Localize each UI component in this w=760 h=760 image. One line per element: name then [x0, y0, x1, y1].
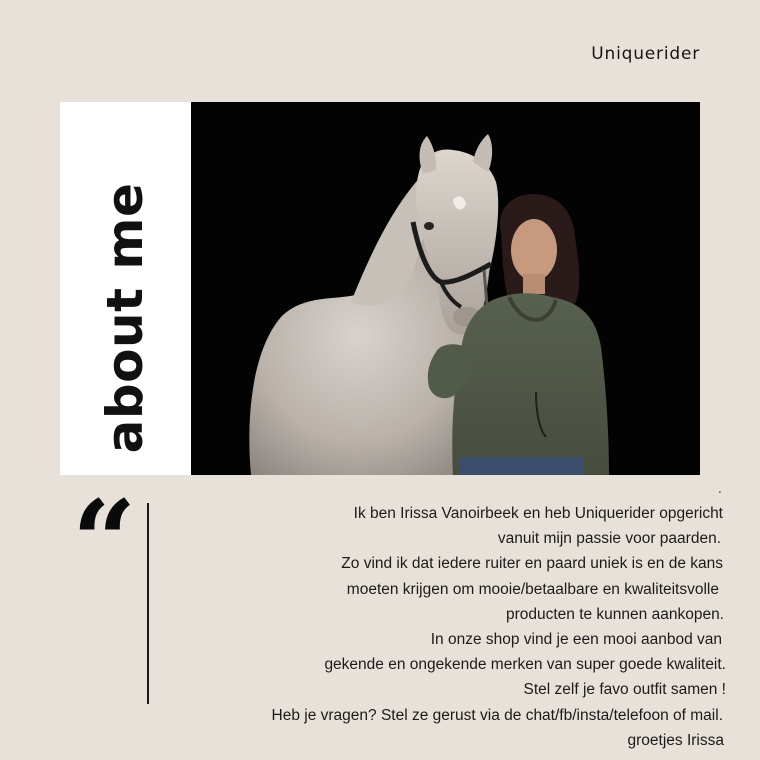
horse-ear-left [420, 136, 437, 174]
about-line: vanuit mijn passie voor paarden. [497, 530, 721, 548]
about-line: In onze shop vind je een mooi aanbod van [430, 631, 722, 649]
about-line: Zo vind ik dat iedere ruiter en paard uniek is en de kans [341, 555, 723, 573]
quote-mark: “ [72, 477, 137, 608]
about-line: producten te kunnen aankopen. [505, 605, 724, 623]
divider-line [147, 503, 149, 704]
horse-and-woman-illustration [191, 102, 700, 475]
portrait-photo [191, 102, 700, 475]
woman-face [511, 219, 557, 281]
about-line: Heb je vragen? Stel ze gerust via de chat/fb/insta/telefoon of mail. [271, 706, 723, 724]
section-title: about me [96, 182, 154, 454]
about-line: Stel zelf je favo outfit samen ! [523, 681, 726, 699]
about-line: moeten krijgen om mooie/betaalbare en kwaliteitsvolle [346, 580, 719, 598]
about-text [190, 501, 726, 753]
about-line: groetjes Irissa [627, 731, 724, 749]
stray-dot: . [718, 482, 722, 496]
about-line: gekende en ongekende merken van super goede kwaliteit. [324, 656, 726, 674]
about-line: Ik ben Irissa Vanoirbeek en heb Uniquerider opgericht [353, 505, 723, 522]
brand-name: Uniquerider [591, 44, 700, 64]
